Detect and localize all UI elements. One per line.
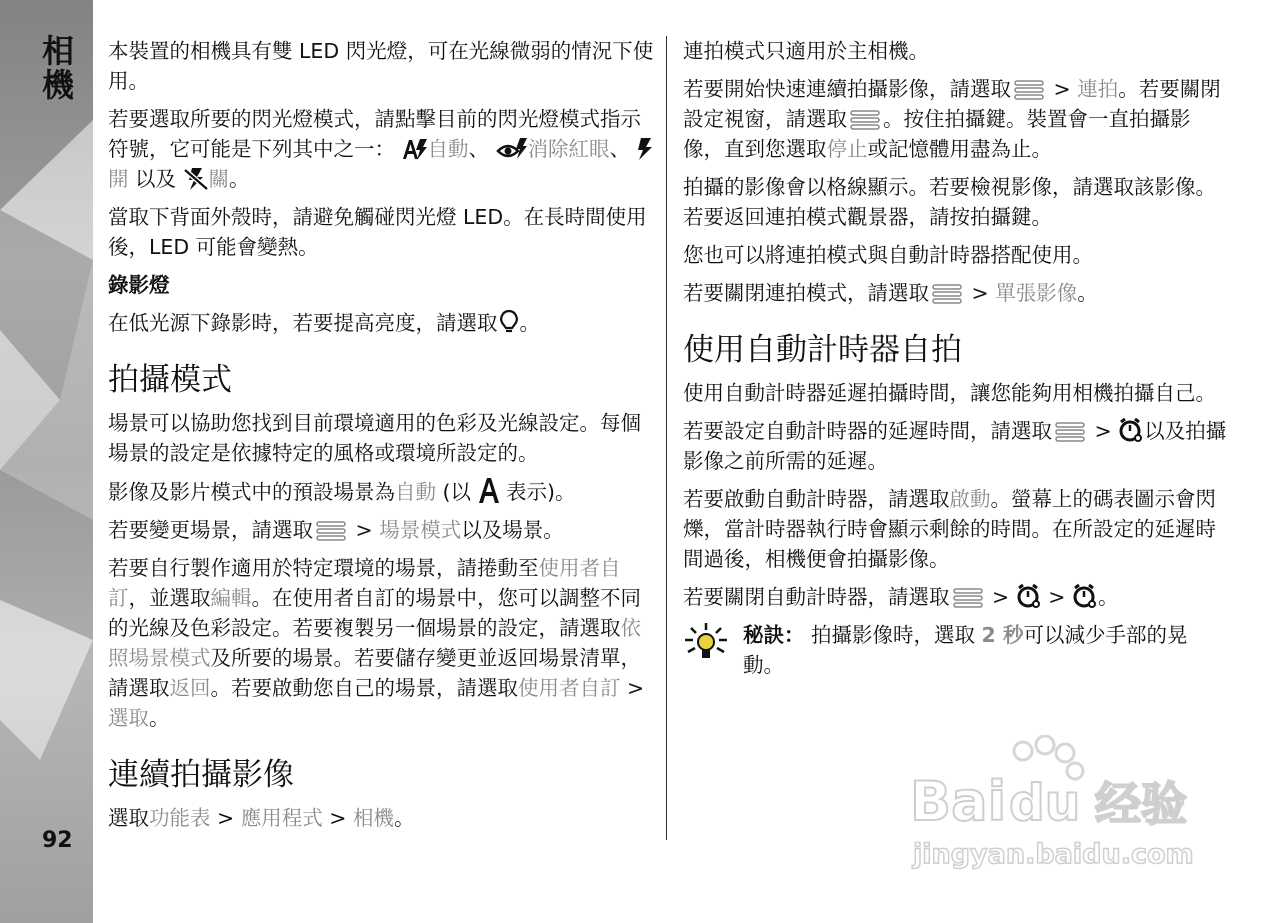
red-eye-icon bbox=[496, 137, 528, 161]
column-divider bbox=[666, 36, 667, 840]
burst-timer-paragraph: 您也可以將連拍模式與自動計時器搭配使用。 bbox=[683, 243, 1093, 267]
tip-bulb-icon bbox=[683, 622, 729, 662]
burst-path-paragraph: 選取功能表 > 應用程式 > 相機。 bbox=[108, 806, 415, 830]
self-timer-icon bbox=[1118, 417, 1144, 443]
self-timer-intro-paragraph: 使用自動計時器延遲拍攝時間，讓您能夠用相機拍攝自己。 bbox=[683, 381, 1216, 405]
self-timer-icon bbox=[1072, 583, 1098, 609]
flash-on-label: 開 bbox=[108, 167, 129, 191]
right-column bbox=[683, 36, 1228, 688]
left-column bbox=[108, 36, 656, 841]
burst-heading: 連續拍攝影像 bbox=[108, 757, 294, 793]
default-scene-paragraph: 影像及影片模式中的預設場景為自動 (以 表示)。 bbox=[108, 476, 656, 507]
page-number: 92 bbox=[42, 828, 73, 853]
flash-off-icon bbox=[183, 167, 209, 191]
watermark-brand-cn: 经验 bbox=[1095, 777, 1187, 831]
flash-auto-icon bbox=[402, 137, 428, 161]
burst-grid-paragraph: 拍攝的影像會以格線顯示。若要檢視影像，請選取該影像。若要返回連拍模式觀景器，請按拍攝鍵。 bbox=[683, 175, 1216, 229]
flash-off-label: 關 bbox=[208, 167, 230, 191]
self-timer-icon bbox=[1016, 583, 1042, 609]
scene-mode-heading: 拍攝模式 bbox=[108, 362, 232, 398]
flash-intro-paragraph: 本裝置的相機具有雙 LED 閃光燈，可在光線微弱的情況下使用。 bbox=[108, 39, 654, 93]
flash-mode-paragraph: 若要選取所要的閃光燈模式，請點擊目前的閃光燈模式指示符號，它可能是下列其中之一： 自動、 消除紅眼、 開 以及 關。 bbox=[108, 104, 656, 194]
watermark-url: jingyan.baidu.com bbox=[913, 839, 1194, 870]
change-scene-paragraph: 若要變更場景，請選取 > 場景模式以及場景。 bbox=[108, 518, 564, 542]
custom-scene-paragraph: 若要自行製作適用於特定環境的場景，請捲動至使用者自訂，並選取編輯。在使用者自訂的場景中，您可以調整不同的光線及色彩設定。若要複製另一個場景的設定，請選取依照場景模式及所要的場景。若要儲存變更並返回場景清單，請選取返回。若要啟動您自己的場景，請選取使用者自訂 > 選取。 bbox=[108, 556, 645, 730]
baidu-watermark bbox=[905, 735, 1215, 875]
menu-icon bbox=[953, 587, 983, 609]
scene-intro-paragraph: 場景可以協助您找到目前環境適用的色彩及光線設定。每個場景的設定是依據特定的風格或環境所設定的。 bbox=[108, 411, 641, 465]
video-light-subheading: 錄影燈 bbox=[108, 273, 170, 297]
menu-icon bbox=[1014, 79, 1044, 101]
sidebar-facet-pattern bbox=[0, 0, 93, 923]
auto-scene-icon bbox=[478, 476, 500, 504]
tip-label: 秘訣： bbox=[743, 623, 805, 647]
tip-block: 秘訣： 拍攝影像時，選取 2 秒可以減少手部的晃動。 bbox=[683, 620, 1228, 680]
light-bulb-icon bbox=[498, 309, 520, 335]
self-timer-heading: 使用自動計時器自拍 bbox=[683, 332, 962, 368]
burst-note-paragraph: 連拍模式只適用於主相機。 bbox=[683, 39, 929, 63]
watermark-brand-a: Bai bbox=[910, 770, 1007, 833]
menu-icon bbox=[1055, 421, 1085, 443]
flash-warning-paragraph: 當取下背面外殼時，請避免觸碰閃光燈 LED。在長時間使用後，LED 可能會變熱。 bbox=[108, 205, 647, 259]
flash-redeye-label: 消除紅眼 bbox=[527, 137, 610, 161]
menu-icon bbox=[316, 520, 346, 542]
flash-on-icon bbox=[637, 137, 653, 161]
watermark-brand-b: du bbox=[1009, 774, 1081, 832]
self-timer-activate-paragraph: 若要啟動自動計時器，請選取啟動。螢幕上的碼表圖示會閃爍，當計時器執行時會顯示剩餘的時間。在所設定的延遲時間過後，相機便會拍攝影像。 bbox=[683, 487, 1216, 571]
chapter-title: 相機 bbox=[37, 34, 75, 102]
video-light-paragraph: 在低光源下錄影時，若要提高亮度，請選取 。 bbox=[108, 311, 540, 335]
burst-start-paragraph: 若要開始快速連續拍攝影像，請選取 > 連拍。若要關閉設定視窗，請選取 。按住拍攝鍵。裝置會一直拍攝影像，直到您選取停止或記憶體用盡為止。 bbox=[683, 77, 1221, 161]
paw-logo-icon bbox=[1014, 736, 1083, 779]
menu-icon bbox=[932, 283, 962, 305]
flash-auto-label: 自動 bbox=[427, 137, 469, 161]
burst-close-paragraph: 若要關閉連拍模式，請選取 > 單張影像。 bbox=[683, 281, 1098, 305]
self-timer-set-paragraph: 若要設定自動計時器的延遲時間，請選取 > 以及拍攝影像之前所需的延遲。 bbox=[683, 419, 1227, 473]
self-timer-off-paragraph: 若要關閉自動計時器，請選取 > > 。 bbox=[683, 585, 1119, 609]
sidebar bbox=[0, 0, 93, 923]
menu-icon bbox=[850, 109, 880, 131]
